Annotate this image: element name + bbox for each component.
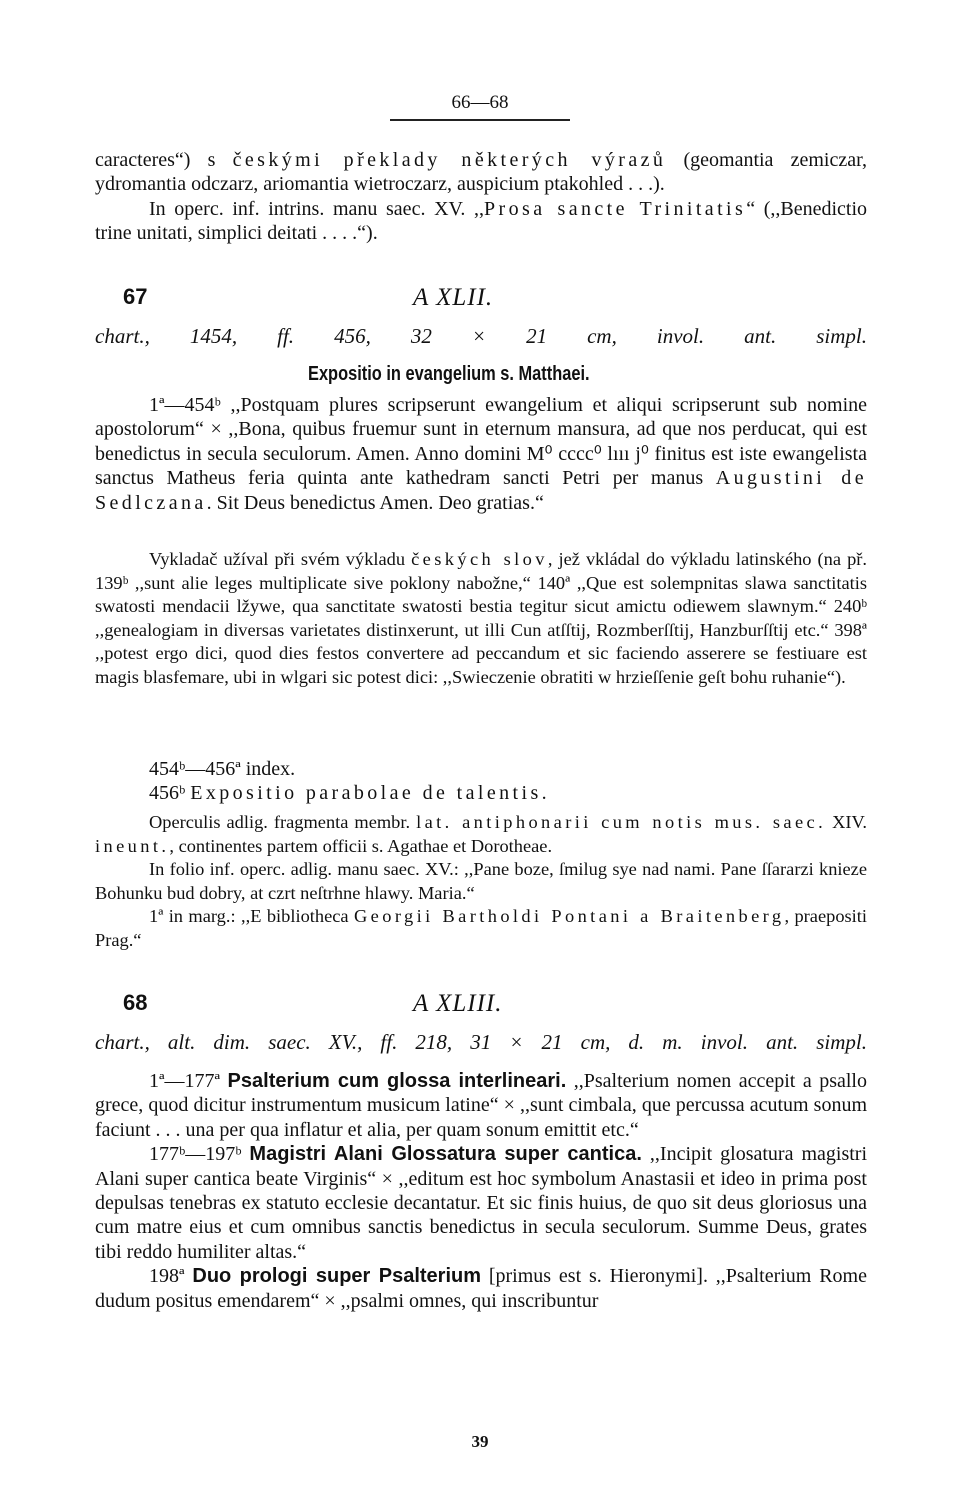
entry-68-body <box>95 1069 867 1313</box>
entry-67-title-text: Expositio in evangelium s. Matthaei. <box>308 363 590 385</box>
intro-paragraph-1 <box>95 148 867 197</box>
commentary-text-a: Vykladač užíval při svém výkladu <box>149 549 412 569</box>
notes-spaced-b: ineunt. <box>95 835 170 856</box>
intro-text-b: (geomantia zemiczar, ydromantia odczarz, ariomantia wietroczarz, auspicium ptakohled . . .). <box>95 149 867 196</box>
entry-68-paragraph-2 <box>95 1142 867 1264</box>
entry-67-notes <box>95 811 867 953</box>
owner-name: Georgii Bartholdi Pontani a Braitenberg <box>354 906 785 927</box>
intro-spaced-text: českými překlady některých výrazů <box>232 149 667 171</box>
intro-spaced-prosa: Prosa sancte Trinitatis <box>484 197 747 220</box>
entry-68-meta: chart., alt. dim. saec. XV., ff. 218, 31 × 21 cm, d. m. invol. ant. simpl. <box>95 1030 867 1054</box>
notes-text-b: XIV. <box>826 812 867 832</box>
entry-68-paragraph-1 <box>95 1069 867 1142</box>
notes-text-d: 1ª in marg.: ,,E bibliotheca <box>149 906 354 927</box>
entry-signature: A XLIII. <box>413 990 503 1017</box>
incipit-text: ,,Postquam plures scripserunt ewangelium et aliqui scripserunt sub nomine apostolorum“ × ,,Bona, quibus fruemur sunt in eternum mansura, ad que nos perducat, qui est benedictus in secula seculorum. Amen. Anno domini M⁰ cccc⁰ lııı j⁰ finitus est iste ewangelista sanctus Matheus feria quinta ante kathedram sancti Petri per manus <box>95 394 867 490</box>
notes-text-a: Operculis adlig. fragmenta membr. <box>149 812 417 832</box>
folio-ref: 1ª—454ᵇ <box>149 394 221 416</box>
psalterium-text: ,,Psalterium nomen accepit a psallo grece, quod dicitur instrumentum musicum latine“ × ,,sunt cimbala, que percussa acutum sonum faciunt . . . una per qua inflatur et alia, per quam sonum emittit etc.“ <box>95 1070 867 1141</box>
intro-text-d: “ (,,Benedictio trine unitati, simplici deitati . . . .“). <box>95 197 868 245</box>
entry-67-expositio-line <box>95 781 867 805</box>
entry-68-heading <box>95 990 867 1020</box>
entry-signature: A XLII. <box>413 284 494 311</box>
notes-text-c: , continentes partem officii s. Agathae et Dorotheae. <box>169 835 553 856</box>
prologi-text: [primus est s. Hieronymi]. ,,Psalterium Rome dudum positus emendarem“ × ,,psalmi omnes, qui inscribuntur <box>95 1265 867 1312</box>
intro-text-c: In operc. inf. intrins. manu saec. XV. ,, <box>149 197 485 220</box>
folio-ref: 456ᵇ <box>149 782 191 805</box>
prologi-title: Duo prologi super Psalterium <box>192 1265 481 1288</box>
entry-67-index-line: 454ᵇ—456ª index. <box>149 758 296 780</box>
entry-67-paragraph-1 <box>95 393 867 515</box>
entry-68-paragraph-3 <box>95 1264 867 1313</box>
commentary-text-b: , jež vkládal do výkladu latinského (na př. 139ᵇ ,,sunt alie leges multiplicate sive poklony nabožne,“ 140ª ,,Que est solempnitas slawa sanctitatis swatosti mendacii lžywe, qua sanctitate swatosti bestia tegitur sicut amictu odiewem slawnym.“ 240ᵇ ,,genealogiam in diversas varietates distinxerunt, ut illi Cun atſſtij, Rozmberſſtij, Hanzburſſtij etc.“ 398ª ,,potest ergo dici, quod dies festos convertere ad peccandum et sic faciendo asserere se festiuare est magis blasfemare, ubi in wlgari sic potest dici: ,,Swieczenie obratiti w hrzieſſenie geſt bohu ruhanie“). <box>95 549 867 687</box>
scribe-name: Augustini de Sedlczana <box>95 467 867 514</box>
entry-67-paragraph-5 <box>95 811 867 858</box>
intro-paragraph-2 <box>95 197 867 246</box>
page-number: 39 <box>471 1432 489 1451</box>
intro-text-a: caracteres“) s <box>95 149 233 171</box>
entry-67-meta: chart., 1454, ff. 456, 32 × 21 cm, invol. ant. simpl. <box>95 324 867 348</box>
expositio-title: Expositio parabolae de talentis. <box>190 782 551 805</box>
notes-text-e: , praepositi Prag.“ <box>95 906 867 950</box>
folio-ref: 1ª—177ª <box>149 1070 221 1092</box>
header-rule <box>390 119 570 121</box>
entry-67-paragraph-2 <box>95 548 867 690</box>
entry-67-paragraph-7 <box>95 905 867 952</box>
psalterium-title: Psalterium cum glossa interlineari. <box>227 1070 567 1092</box>
alanus-title: Magistri Alani Glossatura super cantica. <box>249 1143 642 1166</box>
running-header: 66—68 <box>451 92 509 113</box>
entry-67-heading <box>95 284 867 314</box>
folio-ref: 177ᵇ—197ᵇ <box>149 1143 242 1166</box>
explicit-text: . Sit Deus benedictus Amen. Deo gratias.“ <box>206 491 544 514</box>
entry-number: 67 <box>123 284 148 309</box>
entry-67-contents <box>95 757 867 806</box>
intro-text <box>95 148 867 246</box>
alanus-text: ,,Incipit glosatura magistri Alani super cantica beate Virginis“ × ,,editum est hoc symbolum Anastasii et ideo in prima post depulsas tenebras ex statuto ecclesie decantatur. Et sic finis huius, de quo sit deus gloriosus una cum matre eius et cum omnibus sanctis benedictus in secula seculorum. Summe Deus, grates tibi reddo humiliter altas.“ <box>95 1143 867 1263</box>
entry-67-body <box>95 393 867 515</box>
entry-67-commentary <box>95 548 867 690</box>
entry-number: 68 <box>123 990 148 1015</box>
entry-67-paragraph-6: In folio inf. operc. adlig. manu saec. XV.: ,,Pane boze, ſmilug sye nad nami. Pane ſſararzi knieze Bohunku bud dobry, at czrt neſtrhne hlawy. Maria.“ <box>95 859 867 903</box>
entry-67-title <box>0 363 960 386</box>
notes-spaced-a: lat. antiphonarii cum notis mus. saec. <box>416 812 827 832</box>
commentary-spaced: českých slov <box>411 549 548 569</box>
folio-ref: 198ª <box>149 1265 185 1288</box>
